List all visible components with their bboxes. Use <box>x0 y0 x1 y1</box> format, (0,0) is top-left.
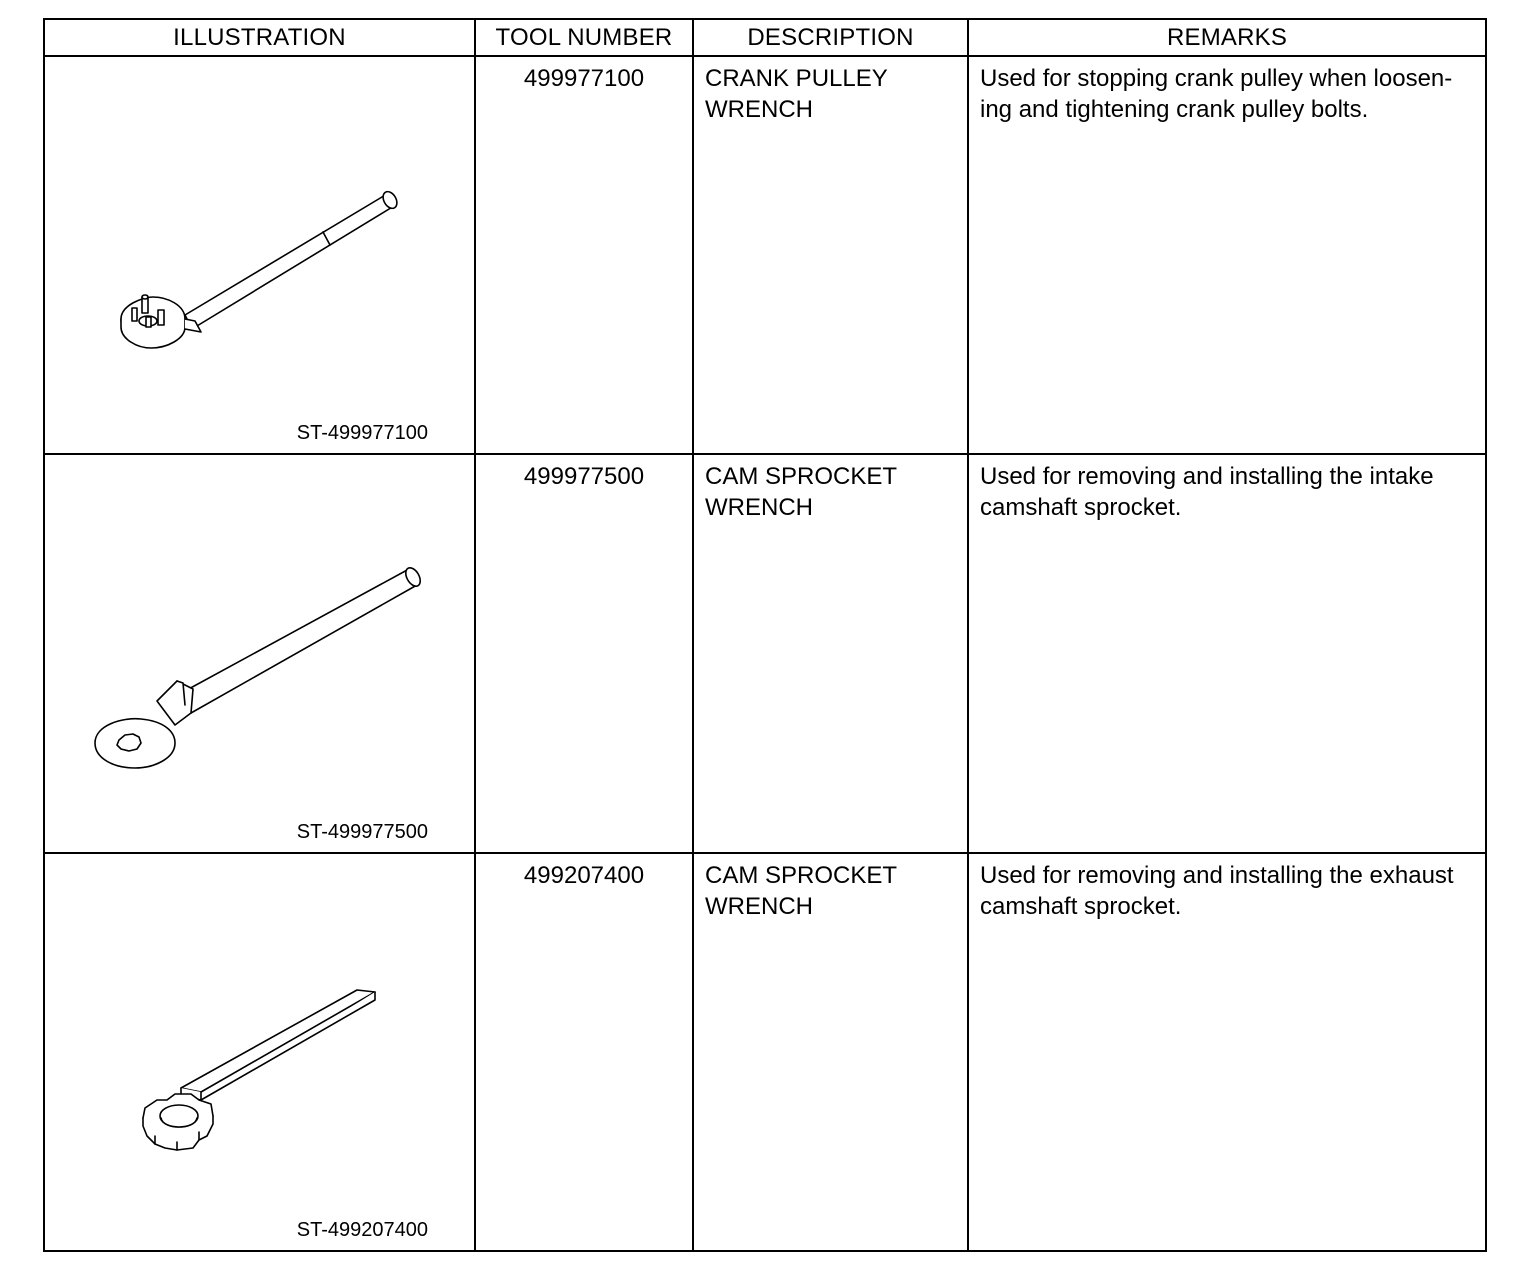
header-tool-number: TOOL NUMBER <box>475 19 693 56</box>
illustration-cell <box>44 454 475 852</box>
illustration-cell <box>44 56 475 454</box>
header-remarks: REMARKS <box>968 19 1486 56</box>
description-cell <box>693 454 968 852</box>
remarks-cell <box>968 853 1486 1251</box>
remarks-cell <box>968 56 1486 454</box>
tool-number-cell <box>475 454 693 852</box>
tool-remarks: Used for removing and installing the exhaust camshaft sprocket. <box>980 861 1454 920</box>
tool-number-cell <box>475 56 693 454</box>
table-row <box>44 454 1486 852</box>
tool-number: 499977100 <box>523 65 645 92</box>
tool-remarks: Used for removing and installing the intake camshaft sprocket. <box>980 463 1434 522</box>
tool-number: 499207400 <box>523 861 645 889</box>
table-row <box>44 853 1486 1251</box>
figure-label: ST-499207400 <box>296 1219 428 1241</box>
table-row <box>44 56 1486 454</box>
tool-description: CAM SPROCKET WRENCH <box>705 861 897 920</box>
illustration-cell <box>44 853 475 1251</box>
crank-pulley-wrench-icon <box>45 57 476 455</box>
figure-label: ST-499977500 <box>296 820 428 843</box>
table-header-row <box>44 19 1486 56</box>
header-illustration: ILLUSTRATION <box>44 19 475 56</box>
cam-sprocket-wrench-icon <box>45 455 476 853</box>
header-description: DESCRIPTION <box>693 19 968 56</box>
description-cell <box>693 56 968 454</box>
tool-remarks: Used for stopping crank pulley when loosen-ing and tightening crank pulley bolts. <box>980 65 1453 123</box>
special-tools-table <box>43 18 1487 1252</box>
tool-number-cell <box>475 853 693 1251</box>
cam-sprocket-wrench-flat-icon <box>45 854 476 1252</box>
description-cell <box>693 853 968 1251</box>
tool-description: CAM SPROCKET WRENCH <box>705 463 897 522</box>
figure-label: ST-499977100 <box>296 422 428 445</box>
remarks-cell <box>968 454 1486 852</box>
tool-number: 499977500 <box>523 463 645 491</box>
tool-description: CRANK PULLEY WRENCH <box>705 65 888 123</box>
